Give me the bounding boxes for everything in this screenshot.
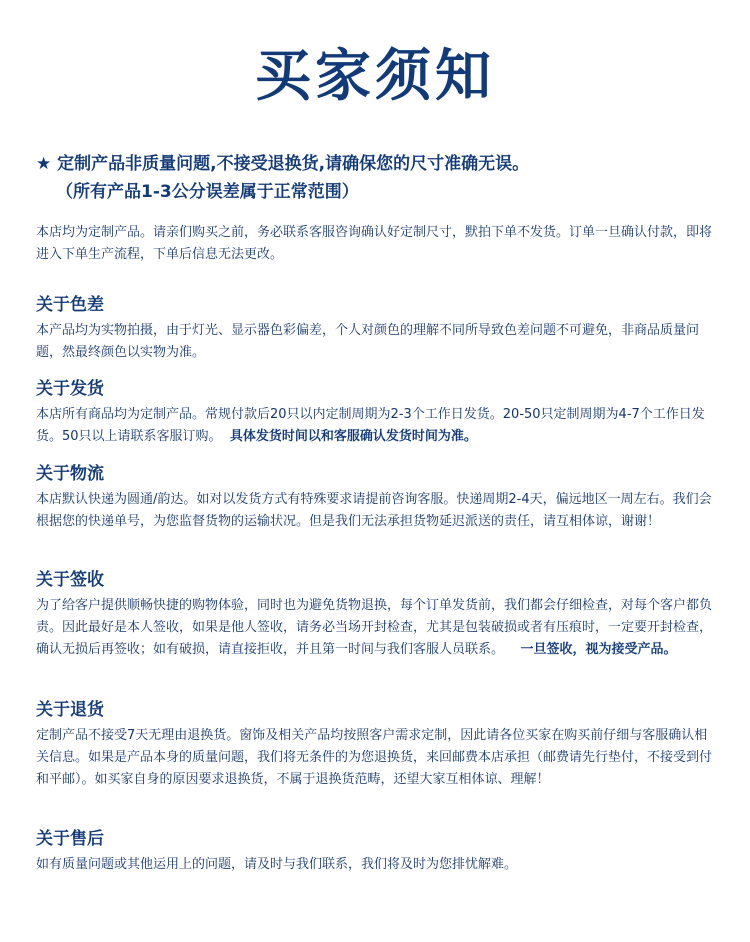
section-returns <box>36 697 716 791</box>
notice-banner <box>36 150 726 206</box>
section-body: 如有质量问题或其他运用上的问题，请及时与我们联系，我们将及时为您排忧解难。 <box>36 857 518 872</box>
section-body-emphasis: 具体发货时间以和客服确认发货时间为准。 <box>229 429 477 444</box>
section-body <box>36 595 716 661</box>
section-after-sales <box>36 826 716 876</box>
section-body: 定制产品不接受7天无理由退换货。窗饰及相关产品均按照客户需求定制，因此请各位买家在购买前仔细与客服确认相关信息。如果是产品本身的质量问题，我们将无条件的为您退换货，来回邮费本店承担（邮费请先行垫付，不接受到付和平邮）。如买家自身的原因要求退换货，不属于退换货范畴，还望大家互相体谅、理解！ <box>36 728 713 787</box>
section-heading: 关于发货 <box>36 379 104 399</box>
section-body-text: 本店所有商品均为定制产品。常规付款后20只以内定制周期为2-3个工作日发货。20-50只定制周期为4-7个工作日发货。50只以上请联系客服订购。 <box>36 407 705 444</box>
section-body-text: 为了给客户提供顺畅快捷的购物体验，同时也为避免货物退换，每个订单发货前，我们都会仔细检查，对每个客户都负责。因此最好是本人签收，如果是他人签收，请务必当场开封检查，尤其是包装破损或者有压痕时，一定要开封检查，确认无损后再签收；如有破损，请直接拒收，并且第一时间与我们客服人员联系。 <box>36 598 713 657</box>
section-logistics <box>36 461 716 533</box>
section-receipt <box>36 567 716 661</box>
section-heading: 关于物流 <box>36 464 104 484</box>
section-body: 本产品均为实物拍摄，由于灯光、显示器色彩偏差，个人对颜色的理解不同所导致色差问题不可避免，非商品质量问题，然最终颜色以实物为准。 <box>36 323 700 360</box>
page-title: 买家须知 <box>255 44 495 109</box>
section-body <box>36 404 716 448</box>
section-heading: 关于退货 <box>36 700 104 720</box>
section-heading: 关于售后 <box>36 829 104 849</box>
intro-paragraph: 本店均为定制产品。请亲们购买之前，务必联系客服咨询确认好定制尺寸，默拍下单不发货。订单一旦确认付款，即将进入下单生产流程，下单后信息无法更改。 <box>36 225 713 262</box>
section-color-difference <box>36 292 716 364</box>
section-heading: 关于色差 <box>36 295 104 315</box>
notice-line-1: ★ 定制产品非质量问题,不接受退换货,请确保您的尺寸准确无误。 <box>36 154 530 174</box>
section-body-emphasis: 一旦签收，视为接受产品。 <box>520 642 677 657</box>
notice-line-2: （所有产品1-3公分误差属于正常范围） <box>56 182 359 202</box>
section-heading: 关于签收 <box>36 570 104 590</box>
section-body: 本店默认快递为圆通/韵达。如对以发货方式有特殊要求请提前咨询客服。快递周期2-4天，偏远地区一周左右。我们会根据您的快递单号，为您监督货物的运输状况。但是我们无法承担货物延迟派送的责任，请互相体谅，谢谢！ <box>36 492 712 529</box>
section-shipping <box>36 376 716 448</box>
